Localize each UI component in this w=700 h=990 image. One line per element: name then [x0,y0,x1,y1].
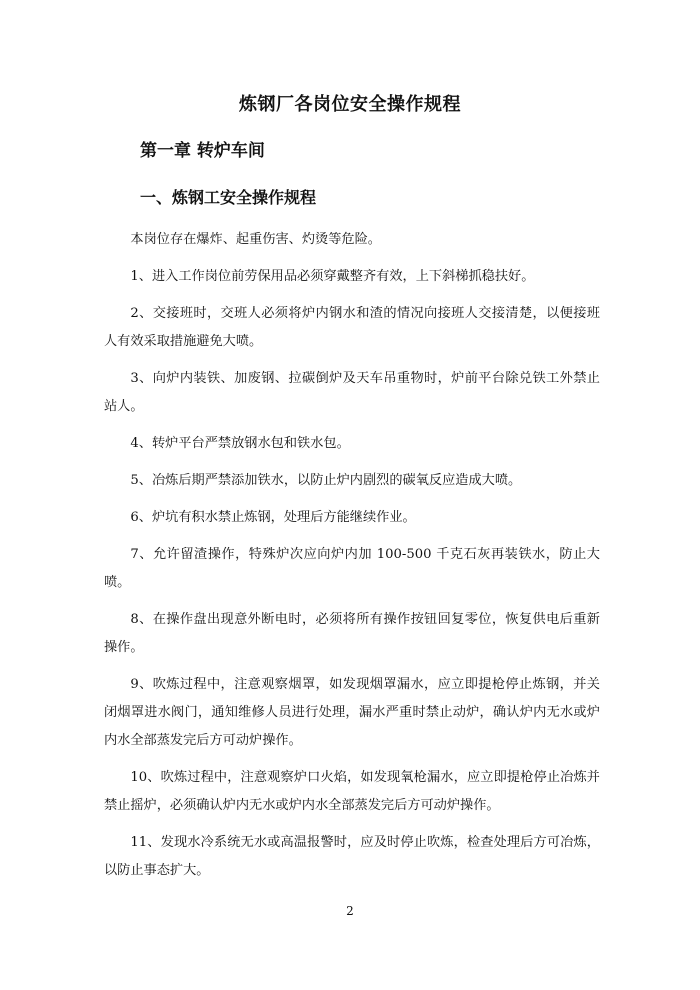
page-number: 2 [346,904,354,918]
paragraph-intro: 本岗位存在爆炸、起重伤害、灼烫等危险。 [130,232,381,247]
paragraph-rule-10: 10、吹炼过程中，注意观察炉口火焰，如发现氧枪漏水，应立即提枪停止冶炼并禁止摇炉，必须确认炉内无水或炉内水全部蒸发完后方可动炉操作。 [104,770,600,813]
document-body [104,226,600,894]
document-title: 炼钢厂各岗位安全操作规程 [239,94,461,115]
paragraph-rule-11: 11、发现水冷系统无水或高温报警时，应及时停止吹炼，检查处理后方可冶炼，以防止事态扩大。 [104,835,600,878]
paragraph-rule-9: 9、吹炼过程中，注意观察烟罩，如发现烟罩漏水，应立即提枪停止炼钢，并关闭烟罩进水阀门，通知维修人员进行处理，漏水严重时禁止动炉，确认炉内无水或炉内水全部蒸发完后方可动炉操作。 [104,677,600,748]
paragraph-rule-1: 1、进入工作岗位前劳保用品必须穿戴整齐有效，上下斜梯抓稳扶好。 [130,269,535,284]
chapter-heading: 第一章 转炉车间 [140,141,265,161]
paragraph-rule-2: 2、交接班时，交班人必须将炉内钢水和渣的情况向接班人交接清楚，以便接班人有效采取措施避免大喷。 [104,306,600,349]
paragraph-rule-5: 5、冶炼后期严禁添加铁水，以防止炉内剧烈的碳氧反应造成大喷。 [130,473,522,488]
paragraph-rule-7: 7、允许留渣操作，特殊炉次应向炉内加 100-500 千克石灰再装铁水，防止大喷。 [104,547,600,590]
paragraph-rule-8: 8、在操作盘出现意外断电时，必须将所有操作按钮回复零位，恢复供电后重新操作。 [104,612,600,655]
section-heading: 一、炼钢工安全操作规程 [140,188,317,207]
paragraph-rule-6: 6、炉坑有积水禁止炼钢，处理后方能继续作业。 [130,510,416,525]
paragraph-rule-3: 3、向炉内装铁、加废钢、拉碳倒炉及天车吊重物时，炉前平台除兑铁工外禁止站人。 [104,371,600,414]
paragraph-rule-4: 4、转炉平台严禁放钢水包和铁水包。 [130,436,350,451]
